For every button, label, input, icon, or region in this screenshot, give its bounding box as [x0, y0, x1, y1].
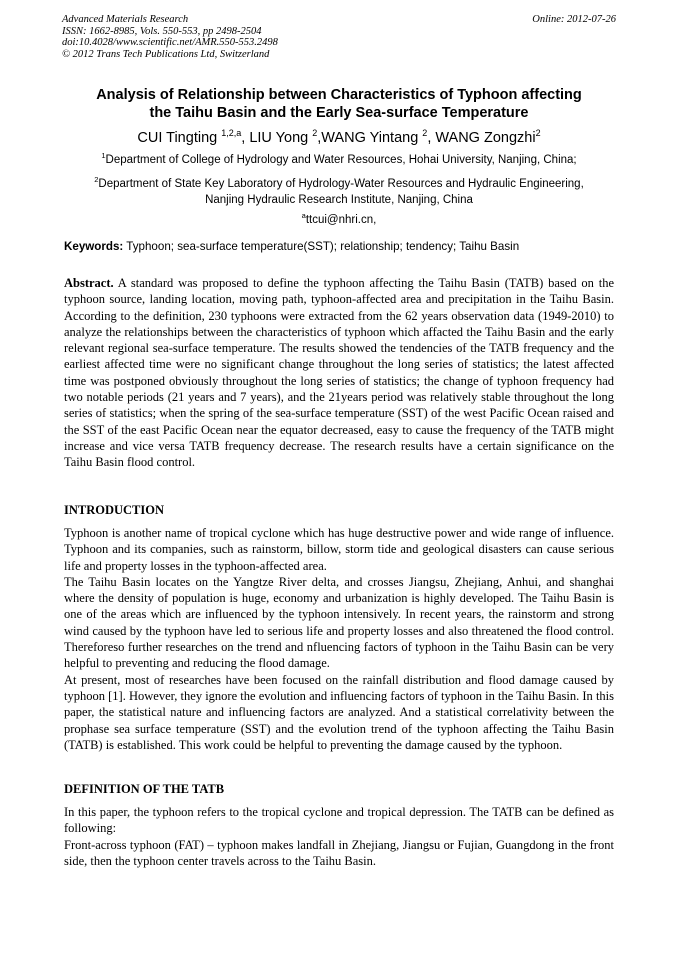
introduction-body — [64, 525, 614, 753]
online-date: Online: 2012-07-26 — [532, 14, 616, 25]
affiliation-number: 2 — [94, 175, 99, 184]
author-name: LIU Yong — [249, 130, 313, 146]
author-separator: , — [317, 130, 322, 146]
section-heading-definition: DEFINITION OF THE TATB — [64, 782, 225, 796]
abstract-text: A standard was proposed to define the typhoon affecting the Taihu Basin (TATB) based on the typhoon source, landing location, moving path, typhoon-affected area and precipitation in the Taihu Basin. According to the definition, 230 typhoons were extracted from the 62 years observation data (1949-2010) to analyze the relationships between the characteristics of typhoon which affacted the Taihu Basin and the early relevant regional sea-surface temperature. The results showed the tendencies of the TATB frequency and the earliest affected time were no significant change throughout the long series of statistics; the latest affected time was postponed obviously throughout the long series of statistics; the change of typhoon frequency had two notable periods (21 years and 7 years), and the 21years period was relatively stable throughout the long series of statistics; when the spring of the sea-surface temperature (SST) of the west Pacific Ocean raised and the SST of the east Pacific Ocean near the equator decreased, easy to cause the frequency of the TATB might increase and vice versa TATB frequency decrease. The research results have a certain significance on the Taihu Basin flood control. — [64, 276, 614, 470]
affiliation-2 — [62, 176, 616, 208]
keywords-list: Typhoon; sea-surface temperature(SST); relationship; tendency; Taihu Basin — [123, 240, 520, 253]
paragraph: Front-across typhoon (FAT) – typhoon makes landfall in Zhejiang, Jiangsu or Fujian, Guangdong in the front side, then the typhoon center travels across to the Taihu Basin. — [64, 837, 614, 868]
doi-line: doi:10.4028/www.scientific.net/AMR.550-553.2498 — [62, 37, 278, 49]
email-address: ttcui@nhri.cn, — [305, 214, 377, 226]
author-email — [62, 213, 616, 227]
paragraph: Typhoon is another name of tropical cyclone which has huge destructive power and wide range of influence. Typhoon and its companies, such as rainstorm, billow, storm tide and geological disasters can cause serious life and property losses in the typhoon-affected area. — [64, 526, 614, 573]
affiliation-text-line-2: Nanjing Hydraulic Research Institute, Nanjing, China — [205, 194, 473, 206]
author-affiliation-marker: 2 — [312, 128, 318, 138]
journal-header — [62, 14, 616, 60]
author-separator: , — [241, 130, 250, 146]
title-line-1: Analysis of Relationship between Characteristics of Typhoon affecting — [96, 87, 582, 103]
author-name: WANG Zongzhi — [435, 130, 536, 146]
paragraph: At present, most of researches have been focused on the rainfall distribution and flood damage caused by typhoon [1]. However, they ignore the evolution and influencing factors of typhoon in the Taihu Basin. In this paper, the statistical nature and influencing factors are analyzed. And a statistical correlativity between the prophase sea surface temperature (SST) and the evolution trend of the typhoon affecting the Taihu Basin (TATB) is established. This work could be helpful to preventing the damage caused by the typhoon. — [64, 672, 614, 752]
journal-name: Advanced Materials Research — [62, 14, 189, 25]
author-affiliation-marker: 1,2,a — [221, 128, 242, 138]
issn-line: ISSN: 1662-8985, Vols. 550-553, pp 2498-2504 — [62, 25, 262, 37]
copyright-line: © 2012 Trans Tech Publications Ltd, Switzerland — [62, 48, 270, 60]
keywords — [64, 240, 616, 254]
affiliation-number: 1 — [101, 151, 106, 160]
author-separator: , — [427, 130, 436, 146]
author-name: WANG Yintang — [321, 130, 423, 146]
section-heading-introduction: INTRODUCTION — [64, 503, 165, 517]
paragraph: In this paper, the typhoon refers to the tropical cyclone and tropical depression. The TATB can be defined as following: — [64, 805, 614, 836]
author-affiliation-marker: 2 — [535, 128, 541, 138]
definition-body — [64, 804, 614, 869]
affiliation-1 — [62, 152, 616, 168]
abstract-label: Abstract. — [64, 276, 114, 290]
keywords-label: Keywords: — [64, 240, 124, 253]
affiliation-text: Department of College of Hydrology and Water Resources, Hohai University, Nanjing, China; — [105, 154, 577, 166]
title-line-2: the Taihu Basin and the Early Sea-surface Temperature — [149, 105, 529, 121]
affiliation-text: Department of State Key Laboratory of Hydrology-Water Resources and Hydraulic Engineering, — [98, 178, 584, 190]
author-list — [62, 128, 616, 148]
author-affiliation-marker: 2 — [422, 128, 428, 138]
paper-title — [62, 86, 616, 122]
author-name: CUI Tingting — [137, 130, 222, 146]
email-marker: a — [301, 211, 306, 220]
abstract — [64, 275, 614, 471]
paragraph: The Taihu Basin locates on the Yangtze River delta, and crosses Jiangsu, Zhejiang, Anhui, and shanghai where the density of population is huge, economy and urbanization is highly developed. The Taihu Basin is one of the areas which are influenced by the typhoon intensively. In recent years, the rainstorm and strong wind caused by the typhoon have led to serious life and property losses and also threatened the flood control. Thereforeso further researches on the trend and nfluencing factors of typhoon in the Taihu Basin can be very helpful to preventing and reducing the flood damage. — [64, 574, 614, 671]
